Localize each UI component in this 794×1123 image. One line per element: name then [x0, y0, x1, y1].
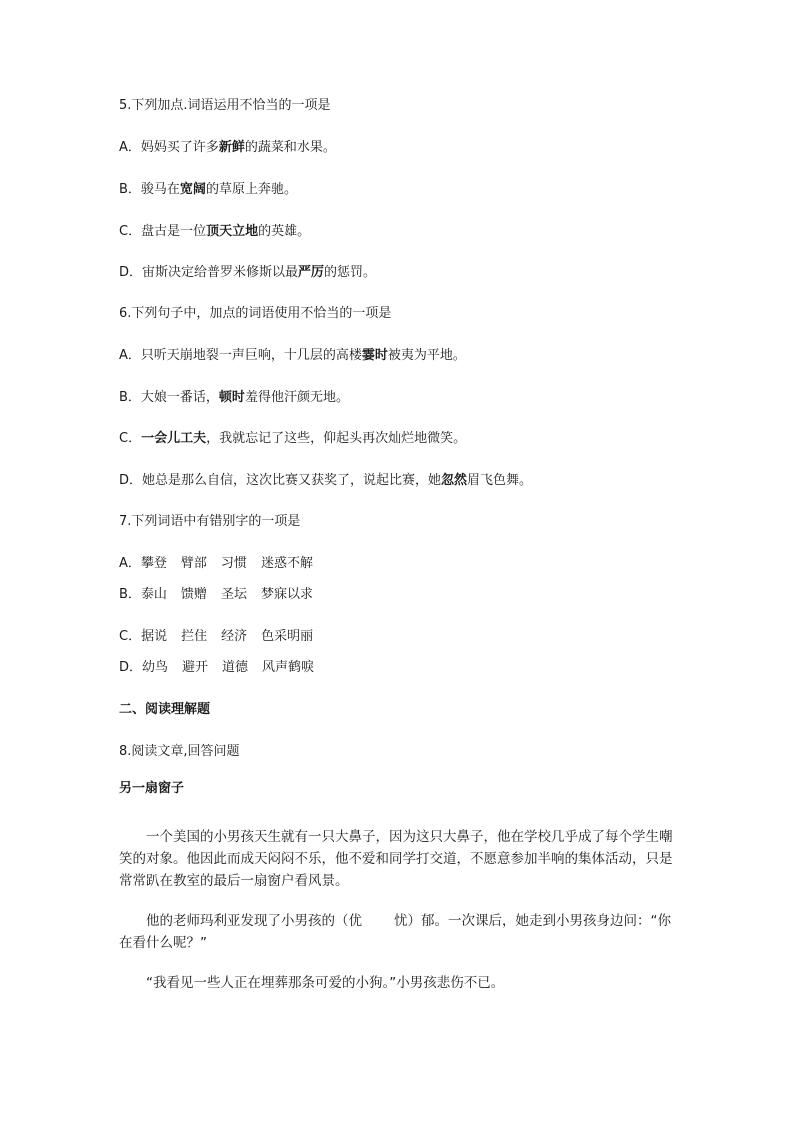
q6-option-d: D．她总是那么自信，这次比赛又获奖了，说起比赛，她忽然眉飞色舞。: [119, 473, 533, 488]
q5-stem: 5.下列加点.词语运用不恰当的一项是: [119, 98, 331, 113]
q6-option-a: A．只听天崩地裂一声巨响，十几层的高楼霎时被夷为平地。: [119, 348, 466, 363]
q6-option-b: B．大娘一番话，顿时羞得他汗颜无地。: [119, 390, 349, 405]
q8-stem: 8.阅读文章,回答问题: [119, 744, 240, 759]
section-heading: 二、阅读理解题: [119, 702, 211, 717]
article-paragraph-1: 一个美国的小男孩天生就有一只大鼻子，因为这只大鼻子，他在学校几乎成了每个学生嘲笑的对象。他因此而成天闷闷不乐，他不爱和同学打交道，不愿意参加半响的集体活动，只是常常趴在教室的最后一扇窗户看风景。: [119, 829, 673, 889]
article-paragraph-2: 他的老师玛利亚发现了小男孩的（优 忧）郁。一次课后，她走到小男孩身边问：“你在看什么呢？”: [119, 913, 671, 951]
q5-option-b: B．骏马在宽阔的草原上奔驰。: [119, 182, 297, 197]
q7-option-a: A．攀登 臂部 习惯 迷惑不解: [119, 556, 313, 571]
q7-option-b: B．泰山 馈赠 圣坛 梦寐以求: [119, 587, 313, 602]
q7-option-d: D．幼鸟 避开 道德 风声鹤唳: [119, 660, 315, 675]
q5-option-c: C．盘古是一位顶天立地的英雄。: [119, 224, 311, 239]
article-paragraph-3: “我看见一些人正在埋葬那条可爱的小狗。”小男孩悲伤不已。: [146, 975, 505, 991]
q7-option-c: C．据说 拦住 经济 色采明丽: [119, 629, 314, 644]
q5-option-a: A．妈妈买了许多新鲜的蔬菜和水果。: [119, 140, 336, 155]
q6-option-c: C．一会儿工夫，我就忘记了这些，仰起头再次灿烂地微笑。: [119, 431, 467, 446]
article-title: 另一扇窗子: [119, 781, 185, 796]
q5-option-d: D．宙斯决定给普罗米修斯以最严厉的惩罚。: [119, 265, 377, 280]
q7-stem: 7.下列词语中有错别字的一项是: [119, 514, 301, 529]
q6-stem: 6.下列句子中，加点的词语使用不恰当的一项是: [119, 306, 392, 321]
